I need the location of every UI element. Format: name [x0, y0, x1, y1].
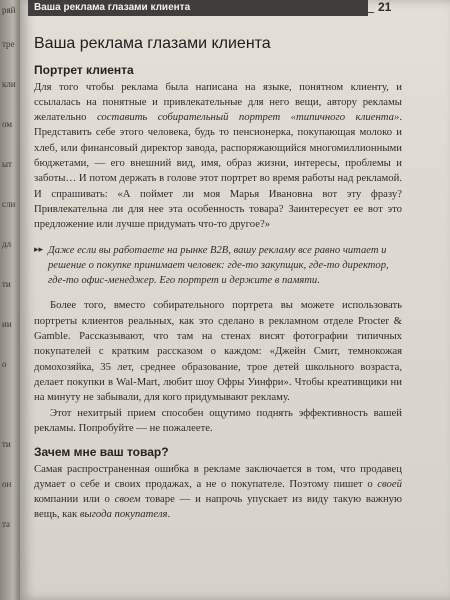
left-fragment: он	[2, 479, 12, 489]
emphasis-text: своем	[114, 493, 141, 506]
running-header	[28, 0, 368, 16]
paragraph-text: . Представить себе этого человека, будь то пенсионерка, покупающая молоко и хлеб, или финансовый директор завода, распоряжающийся многомиллионными бюджетами, — его внешний вид, имя, образ жизни, интересы, проблемы и заботы… И потом держать в голове этот портрет во время работы над рекламой. И спрашивать: «А поймет ли моя Марья Ивановна вот эту фразу? Привлекательна ли для нее эта особенность товара? Заинтересует ее вот это предложение или лучше придумать что-то другое?»	[34, 111, 402, 231]
left-fragment: ряй	[2, 5, 16, 15]
emphasis-text: выгода покупателя	[79, 508, 168, 521]
left-fragment: сли	[2, 199, 16, 209]
paragraph-text: Самая распространенная ошибка в рекламе заключается в том, что продавец думает о себе и своих продажах, а не о покупателе. Поэтому пишет о	[34, 462, 402, 490]
left-fragment: ти	[2, 439, 11, 449]
left-fragment: дл	[2, 239, 12, 249]
paragraph-text: Для того чтобы реклама была написана на языке, понятном клиенту, и ссылалась на понятные и привлекательные для него вещи, автору рекламы желательно	[34, 80, 402, 124]
header-rule	[368, 12, 374, 13]
section-heading: Портрет клиента	[34, 63, 134, 78]
paragraph-text: компании или о	[34, 493, 115, 506]
book-page	[20, 0, 450, 600]
left-fragment: кли	[2, 79, 16, 89]
double-arrow-icon: ▸▸	[34, 244, 44, 255]
emphasis-text: своей	[377, 477, 402, 490]
paragraph	[34, 462, 402, 523]
paragraph: Более того, вместо собирательного портрета вы можете использовать портреты клиентов реальных, как это сделано в рекламном отделе Procter & Gamble. Рассказывают, что там на стенах висят фотографии типичных покупателей с кратким рассказом о каждом: «Джейн Смит, темнокожая домохозяйка, 35 лет, среднее образование, трое детей школьного возраста, делает покупки в Wal-Mart, любит шоу Офры Уинфри». Чтобы креативщики ни на минуту не забывали, для кого придумывают рекламу.	[34, 299, 402, 404]
callout-note	[34, 243, 402, 289]
left-fragment: ии	[2, 319, 12, 329]
page-content	[34, 26, 402, 523]
left-page-edge	[0, 0, 22, 600]
left-fragment: о	[2, 359, 7, 369]
left-fragment: ом	[2, 119, 13, 129]
paragraph-text: товаре — и напрочь упускает из виду такую важную вещь, как	[34, 493, 402, 521]
left-fragment: та	[2, 519, 11, 529]
paragraph-text: .	[167, 508, 171, 521]
left-fragment: ти	[2, 279, 11, 289]
paragraph	[34, 80, 402, 233]
left-fragment: ыт	[2, 159, 12, 169]
page-number: 21	[378, 0, 392, 14]
running-header-title: Ваша реклама глазами клиента	[34, 2, 191, 13]
chapter-title: Ваша реклама глазами клиента	[34, 35, 271, 52]
section-heading: Зачем мне ваш товар?	[34, 445, 169, 460]
emphasis-text: составить собирательный портрет «типичного клиента»	[96, 111, 400, 124]
left-fragment: тре	[2, 39, 15, 49]
paragraph: Этот нехитрый прием способен ощутимо поднять эффективность вашей рекламы. Попробуйте — не пожалеете.	[34, 406, 402, 434]
callout-text: Даже если вы работаете на рынке B2B, вашу рекламу все равно читает и решение о покупке принимает человек: где-то закупщик, где-то директор, где-то офис-менеджер. Его портрет и держите в памяти.	[48, 244, 389, 287]
